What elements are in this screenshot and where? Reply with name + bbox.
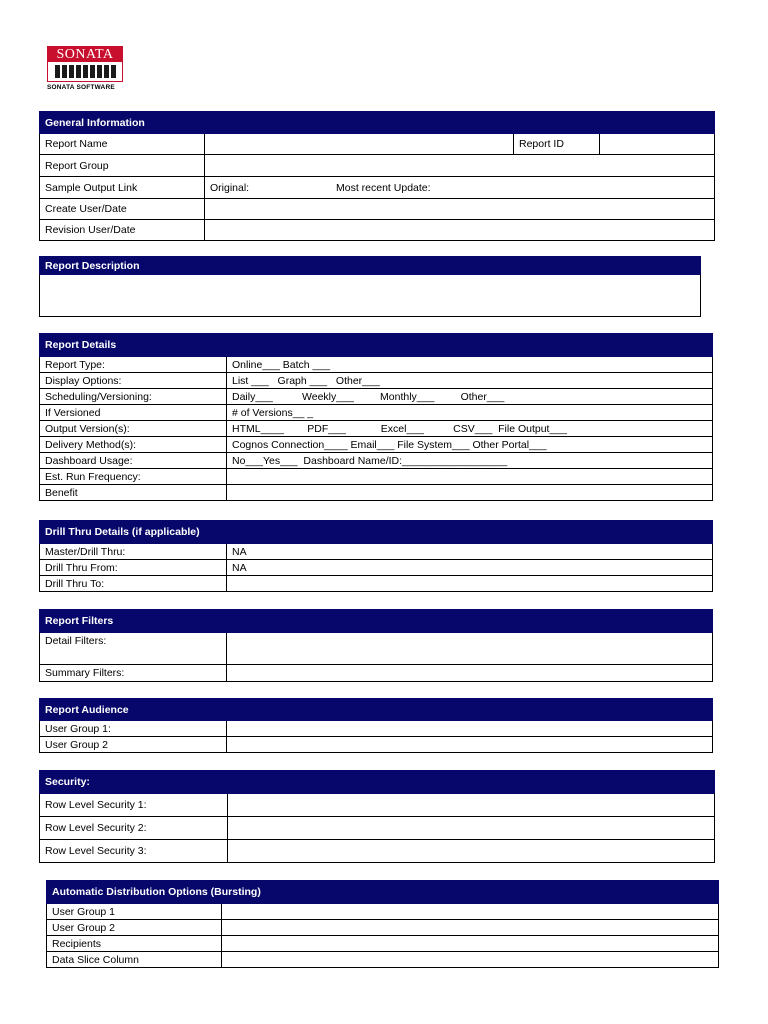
report-description-field[interactable] <box>40 275 701 317</box>
drill-row-label: Master/Drill Thru: <box>40 544 227 560</box>
security-row-field[interactable] <box>228 840 715 863</box>
sample-output-link-label: Sample Output Link <box>40 177 205 199</box>
bursting-table <box>46 880 719 968</box>
revision-user-label: Revision User/Date <box>40 220 205 241</box>
logo-mark <box>47 46 123 82</box>
details-row-value[interactable]: HTML____ PDF___ Excel___ CSV___ File Output___ <box>227 421 713 437</box>
report-name-field[interactable] <box>205 134 514 155</box>
security-row-label: Row Level Security 2: <box>40 817 228 840</box>
drill-row-value[interactable] <box>227 576 713 592</box>
audience-row-label: User Group 2 <box>40 737 227 753</box>
audience-row-field[interactable] <box>227 737 713 753</box>
details-row-label: Benefit <box>40 485 227 501</box>
create-user-field[interactable] <box>205 199 715 220</box>
logo-brand: SONATA <box>48 47 122 62</box>
bursting-row-field[interactable] <box>222 920 719 936</box>
logo-tagline: SONATA SOFTWARE <box>47 84 115 91</box>
drill-row-label: Drill Thru To: <box>40 576 227 592</box>
details-row-label: Output Version(s): <box>40 421 227 437</box>
details-row-label: If Versioned <box>40 405 227 421</box>
bursting-row-label: Data Slice Column <box>47 952 222 968</box>
general-information-table <box>39 111 715 241</box>
security-row-label: Row Level Security 3: <box>40 840 228 863</box>
report-description-header: Report Description <box>40 257 701 275</box>
report-group-label: Report Group <box>40 155 205 177</box>
security-table <box>39 770 715 863</box>
details-row-value[interactable]: # of Versions__ _ <box>227 405 713 421</box>
details-row-value[interactable]: Online___ Batch ___ <box>227 357 713 373</box>
security-header: Security: <box>40 771 715 794</box>
details-row-label: Delivery Method(s): <box>40 437 227 453</box>
drill-thru-table <box>39 520 713 592</box>
revision-user-field[interactable] <box>205 220 715 241</box>
security-row-field[interactable] <box>228 817 715 840</box>
detail-filters-label: Detail Filters: <box>40 633 227 665</box>
details-row-value[interactable]: List ___ Graph ___ Other___ <box>227 373 713 389</box>
drill-thru-header: Drill Thru Details (if applicable) <box>40 521 713 544</box>
drill-row-label: Drill Thru From: <box>40 560 227 576</box>
detail-filters-field[interactable] <box>227 633 713 665</box>
piano-keys-icon <box>48 62 122 78</box>
details-row-label: Report Type: <box>40 357 227 373</box>
report-group-field[interactable] <box>205 155 715 177</box>
audience-row-label: User Group 1: <box>40 721 227 737</box>
details-row-label: Scheduling/Versioning: <box>40 389 227 405</box>
report-id-field[interactable] <box>600 134 715 155</box>
drill-row-value[interactable]: NA <box>227 544 713 560</box>
security-row-field[interactable] <box>228 794 715 817</box>
details-row-value[interactable]: Cognos Connection____ Email___ File System___ Other Portal___ <box>227 437 713 453</box>
create-user-label: Create User/Date <box>40 199 205 220</box>
audience-row-field[interactable] <box>227 721 713 737</box>
details-row-label: Est. Run Frequency: <box>40 469 227 485</box>
bursting-row-field[interactable] <box>222 936 719 952</box>
report-audience-table <box>39 698 713 753</box>
summary-filters-field[interactable] <box>227 665 713 682</box>
bursting-row-label: User Group 2 <box>47 920 222 936</box>
details-row-value[interactable]: No___Yes___ Dashboard Name/ID:__________________ <box>227 453 713 469</box>
report-audience-header: Report Audience <box>40 699 713 721</box>
report-details-table <box>39 333 713 501</box>
bursting-row-label: Recipients <box>47 936 222 952</box>
details-row-label: Dashboard Usage: <box>40 453 227 469</box>
details-row-value[interactable]: Daily___ Weekly___ Monthly___ Other___ <box>227 389 713 405</box>
original-label: Original: <box>210 181 250 194</box>
most-recent-update-label: Most recent Update: <box>336 181 431 194</box>
report-filters-header: Report Filters <box>40 610 713 633</box>
drill-row-value[interactable]: NA <box>227 560 713 576</box>
bursting-row-label: User Group 1 <box>47 904 222 920</box>
details-row-value[interactable] <box>227 469 713 485</box>
bursting-row-field[interactable] <box>222 952 719 968</box>
security-row-label: Row Level Security 1: <box>40 794 228 817</box>
report-id-label: Report ID <box>514 134 600 155</box>
sonata-logo <box>47 46 125 91</box>
bursting-header: Automatic Distribution Options (Bursting) <box>47 881 719 904</box>
sample-output-link-field[interactable] <box>205 177 715 199</box>
general-information-header: General Information <box>40 112 715 134</box>
report-details-header: Report Details <box>40 334 713 357</box>
details-row-label: Display Options: <box>40 373 227 389</box>
summary-filters-label: Summary Filters: <box>40 665 227 682</box>
report-name-label: Report Name <box>40 134 205 155</box>
details-row-value[interactable] <box>227 485 713 501</box>
bursting-row-field[interactable] <box>222 904 719 920</box>
report-filters-table <box>39 609 713 682</box>
report-description-table <box>39 256 701 317</box>
